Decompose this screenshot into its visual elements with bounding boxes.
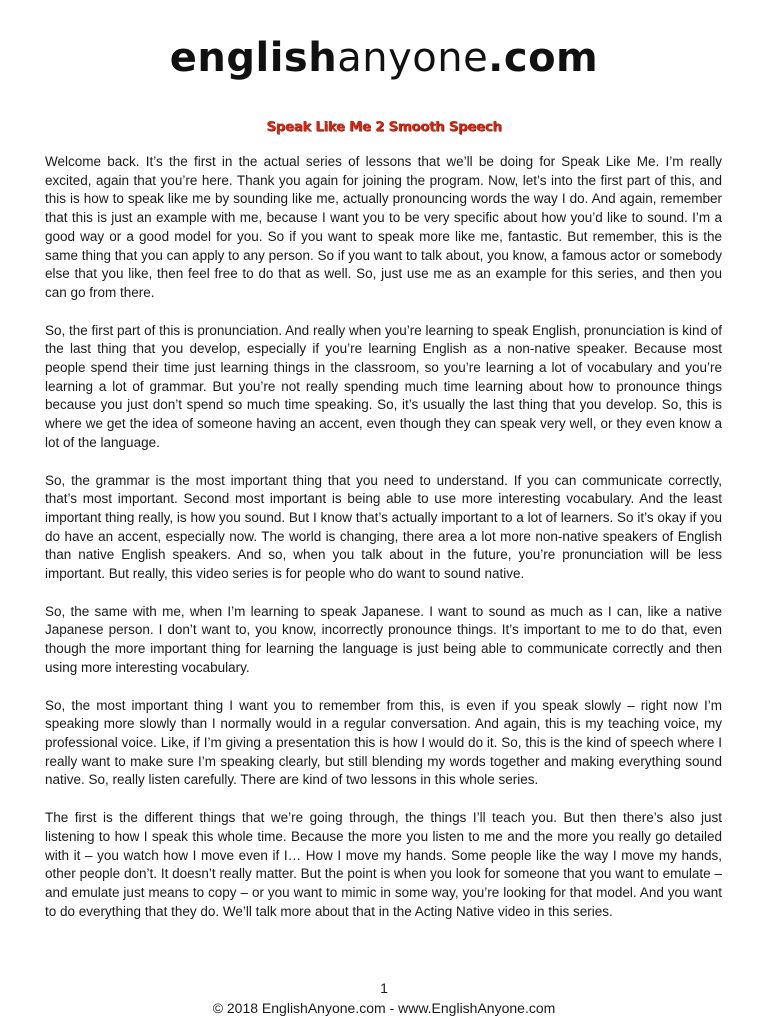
copyright-notice: © 2018 EnglishAnyone.com - www.EnglishAnyone.com xyxy=(212,1000,556,1016)
page-number: 1 xyxy=(380,980,388,996)
logo-light-part: anyone xyxy=(337,35,489,81)
paragraph-4: So, the same with me, when I’m learning to speak Japanese. I want to sound as much as I can, like a native Japanese person. I don’t want to, you know, incorrectly pronounce things. It’s important to me to do that, even though the more important thing for learning the language is just being able to communicate correctly and then using more interesting vocabulary. xyxy=(45,603,722,675)
logo-bold-part: english xyxy=(169,35,338,81)
paragraph-2: So, the first part of this is pronunciation. And really when you’re learning to speak English, pronunciation is kind of the last thing that you develop, especially if you’re learning English as a non-native speaker. Because most people spend their time just learning things in the classroom, so you’re learning a lot of vocabulary and you’re learning a lot of grammar. But you’re not really spending much time learning about how to pronounce things because you just don’t spend so much time speaking. So, it’s usually the last thing that you develop. So, this is where we get the idea of someone having an accent, even though they can speak very well, or they even know a lot of the language. xyxy=(45,322,722,450)
logo-suffix: .com xyxy=(488,35,599,81)
paragraph-5: So, the most important thing I want you to remember from this, is even if you speak slowly – right now I’m speaking more slowly than I normally would in a regular conversation. And again, this is my teaching voice, my professional voice. Like, if I’m giving a presentation this is how I would do it. So, this is the kind of speech where I really want to make sure I’m speaking clearly, but still blending my words together and making everything sound native. So, really listen carefully. There are kind of two lessons in this whole series. xyxy=(45,697,722,788)
document-body xyxy=(45,153,722,940)
document-title: Speak Like Me 2 Smooth Speech xyxy=(266,119,502,135)
site-logo xyxy=(0,30,768,86)
paragraph-1: Welcome back. It’s the first in the actual series of lessons that we’ll be doing for Speak Like Me. I’m really excited, again that you’re here. Thank you again for joining the program. Now, let’s into the first part of this, and this is how to speak like me by sounding like me, actually pronouncing words the way I do. And again, remember that this is just an example with me, because I want you to be very specific about how you’d like to sound. I’m a good way or a good model for you. So if you want to speak more like me, fantastic. But remember, this is the same thing that you can apply to any person. So if you want to talk about, you know, a famous actor or somebody else that you like, then feel free to do that as well. So, just use me as an example for this series, and then you can go from there. xyxy=(45,154,722,300)
paragraph-6: The first is the different things that we’re going through, the things I’ll teach you. But then there’s also just listening to how I speak this whole time. Because the more you listen to me and the more you really go detailed with it – you watch how I move even if I… How I move my hands. Some people like the way I move my hands, other people don’t. It doesn’t really matter. But the point is when you look for someone that you want to emulate – and emulate just means to copy – or you want to mimic in some way, you’re looking for that model. And you want to do everything that they do. We’ll talk more about that in the Acting Native video in this series. xyxy=(45,810,722,919)
paragraph-3: So, the grammar is the most important thing that you need to understand. If you can communicate correctly, that’s most important. Second most important is being able to use more interesting vocabulary. And the least important thing really, is how you sound. But I know that’s actually important to a lot of learners. So it’s okay if you do have an accent, especially now. The world is changing, there area a lot more non-native speakers of English than native English speakers. And so, when you talk about in the future, you’re pronunciation will be less important. But really, this video series is for people who do want to sound native. xyxy=(45,472,722,582)
